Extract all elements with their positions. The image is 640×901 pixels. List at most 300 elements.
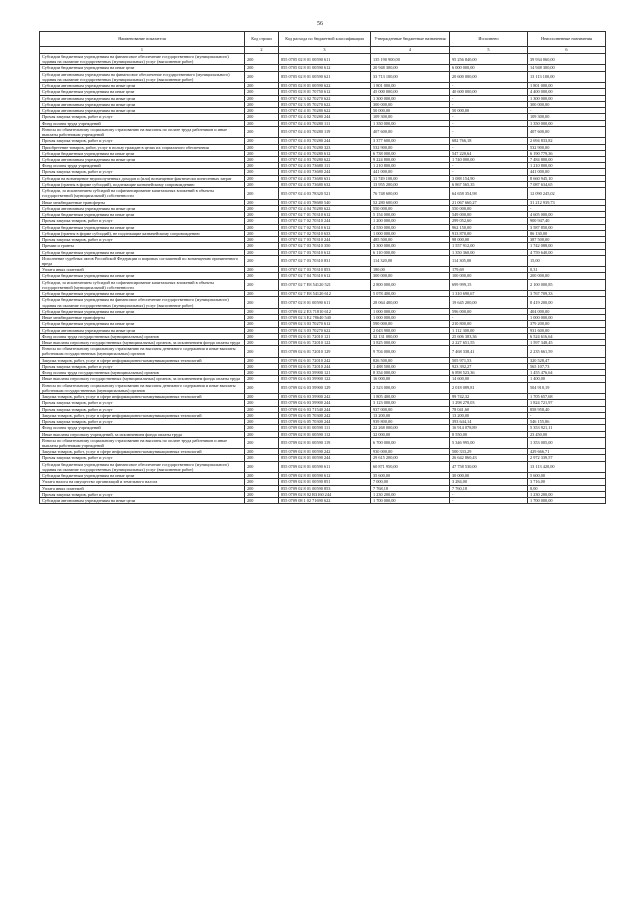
cell-approved: 3 123 000,00 (371, 400, 450, 406)
table-row (40, 188, 606, 199)
cell-executed: 50 000,00 (450, 108, 528, 114)
cell-classification-code: 855 0707 02 4 01 70280 622 (279, 108, 371, 114)
cell-approved: 1 210 800,00 (371, 163, 450, 169)
cell-indicator-name: Фонд оплаты труда учреждений (40, 425, 245, 431)
cell-approved: 1 488 500,00 (371, 363, 450, 369)
cell-classification-code: 855 0707 02 7 03 70310 244 (279, 237, 371, 243)
cell-unexecuted: 546 155,86 (528, 419, 606, 425)
column-numbers-row (40, 47, 606, 54)
cell-classification-code: 855 0709 02 6 03 59900 244 (279, 400, 371, 406)
cell-executed: 26 642 860,43 (450, 455, 528, 461)
cell-unexecuted: 300 000,00 (528, 101, 606, 107)
cell-line-code: 200 (245, 491, 279, 497)
cell-classification-code: 855 0707 02 4 03 73680 631 (279, 175, 371, 181)
cell-unexecuted: - (528, 108, 606, 114)
cell-executed: - (450, 491, 528, 497)
cell-classification-code: 855 0707 02 7 04 70310 612 (279, 273, 371, 279)
cell-approved: 16 000,00 (371, 376, 450, 382)
cell-line-code: 200 (245, 340, 279, 346)
cell-unexecuted: 0,31 (528, 267, 606, 273)
cell-unexecuted: 320 528,47 (528, 357, 606, 363)
cell-unexecuted: 4 605 000,00 (528, 212, 606, 218)
cell-approved: 114 320,00 (371, 255, 450, 266)
cell-indicator-name: Субсидии бюджетным учреждениям на иные цели (40, 65, 245, 71)
cell-classification-code: 855 0709 02 2 E3 71810 612 (279, 308, 371, 314)
cell-executed: 5 346 995,00 (450, 437, 528, 448)
cell-classification-code: 855 0707 02 4 03 78320 521 (279, 188, 371, 199)
cell-classification-code: 855 0709 02 6 05 70300 242 (279, 412, 371, 418)
cell-executed: - (450, 126, 528, 137)
cell-indicator-name: Закупка товаров, работ, услуг в сфере информационно-коммуникационных технологий (40, 412, 245, 418)
cell-indicator-name: Прочая закупка товаров, работ и услуг (40, 400, 245, 406)
cell-executed: 16 914 078,89 (450, 425, 528, 431)
cell-indicator-name: Субсидии бюджетным учреждениям на иные цели (40, 249, 245, 255)
cell-executed: 7 760,18 (450, 485, 528, 491)
cell-approved: 45 000 000,00 (371, 89, 450, 95)
cell-classification-code: 855 0709 02 6 03 59900 242 (279, 394, 371, 400)
cell-indicator-name: Субсидии бюджетным учреждениям на финансовое обеспечение государственного (муниципального) задания на оказание государственных (муниципальных) услуг (выполнение работ) (40, 54, 245, 65)
cell-executed: 19 645 200,00 (450, 297, 528, 308)
cell-executed: 299 052,60 (450, 218, 528, 224)
cell-unexecuted: 1 455 476,64 (528, 370, 606, 376)
cell-executed: 923 392,27 (450, 363, 528, 369)
cell-line-code: 200 (245, 449, 279, 455)
cell-indicator-name: Субсидии бюджетным учреждениям на финансовое обеспечение государственного (муниципального) задания на оказание государственных (муниципальных) услуг (выполнение работ) (40, 297, 245, 308)
cell-executed: 3 088 154,90 (450, 175, 528, 181)
cell-unexecuted: 12 090 245,02 (528, 188, 606, 199)
cell-classification-code: 855 0707 02 4 03 73680 244 (279, 169, 371, 175)
cell-approved: 11 749 100,00 (371, 175, 450, 181)
cell-approved: 20 948 300,00 (371, 65, 450, 71)
header-indicator-name: Наименование показателя (40, 32, 245, 47)
cell-indicator-name: Прочая закупка товаров, работ и услуг (40, 218, 245, 224)
cell-classification-code: 855 0707 02 7 03 70310 831 (279, 255, 371, 266)
cell-indicator-name: Приобретение товаров, работ, услуг в пользу граждан в целях их социального обеспечения (40, 144, 245, 150)
cell-indicator-name: Фонд оплаты труда учреждений (40, 120, 245, 126)
cell-executed: 99 742,32 (450, 394, 528, 400)
cell-classification-code: 855 0705 02 8 01 00590 611 (279, 54, 371, 65)
cell-classification-code: 855 0707 02 4 03 73680 111 (279, 163, 371, 169)
column-number: 3 (279, 47, 371, 54)
cell-indicator-name: Субсидии бюджетным учреждениям на иные цели (40, 150, 245, 156)
cell-unexecuted: 1 700 000,00 (528, 498, 606, 504)
cell-classification-code: 855 0709 02 3 03 70270 622 (279, 327, 371, 333)
cell-indicator-name: Прочая закупка товаров, работ и услуг (40, 169, 245, 175)
column-number: 4 (371, 47, 450, 54)
cell-unexecuted: 2 235 661,59 (528, 346, 606, 357)
cell-line-code: 200 (245, 89, 279, 95)
cell-executed: - (450, 315, 528, 321)
cell-executed: 1 740 000,00 (450, 156, 528, 162)
cell-indicator-name: Субсидии бюджетным учреждениям на иные цели (40, 212, 245, 218)
cell-executed: 40 600 000,00 (450, 89, 528, 95)
cell-line-code: 200 (245, 297, 279, 308)
cell-unexecuted: 15,00 (528, 255, 606, 266)
cell-indicator-name: Субсидии бюджетным учреждениям на иные цели (40, 291, 245, 297)
cell-line-code: 200 (245, 308, 279, 314)
cell-executed: 25 606 383,36 (450, 333, 528, 339)
cell-indicator-name: Исполнение судебных актов Российской Федерации и мировых соглашений по возмещению причиненного вреда (40, 255, 245, 266)
cell-executed: 549 000,00 (450, 212, 528, 218)
cell-classification-code: 855 0709 02 8 01 00590 612 (279, 473, 371, 479)
cell-unexecuted: 404 000,00 (528, 308, 606, 314)
cell-line-code: 200 (245, 138, 279, 144)
cell-indicator-name: Прочая закупка товаров, работ и услуг (40, 491, 245, 497)
cell-classification-code: 855 0709 02 6 03 59900 129 (279, 382, 371, 393)
cell-executed: 550 000,00 (450, 205, 528, 211)
cell-executed: 8 550,00 (450, 431, 528, 437)
cell-unexecuted: 23 450,00 (528, 431, 606, 437)
cell-indicator-name: Субсидии автономным учреждениям на иные цели (40, 498, 245, 504)
cell-indicator-name: Взносы по обязательному социальному страхованию на выплаты денежного содержания и иные выплаты работникам государственных (муниципальных) органов (40, 346, 245, 357)
cell-indicator-name: Субсидии, за исключением субсидий на софинансирование капитальных вложений в объекты государственной (муниципальной) собственности (40, 279, 245, 290)
cell-classification-code: 855 0707 02 7 03 70310 853 (279, 267, 371, 273)
cell-unexecuted: 1 300 000,00 (528, 95, 606, 101)
cell-indicator-name: Уплата иных платежей (40, 485, 245, 491)
cell-executed: 962 150,00 (450, 224, 528, 230)
table-row (40, 498, 606, 504)
cell-line-code: 200 (245, 346, 279, 357)
header-line-code: Код строки (245, 32, 279, 47)
cell-unexecuted: 1 000 000,00 (528, 315, 606, 321)
cell-unexecuted: 3 716,00 (528, 479, 606, 485)
cell-approved: 135 190 900,00 (371, 54, 450, 65)
cell-classification-code: 855 0707 02 4 03 73680 632 (279, 181, 371, 187)
cell-unexecuted: 1 210 800,00 (528, 163, 606, 169)
cell-indicator-name: Прочая закупка товаров, работ и услуг (40, 138, 245, 144)
cell-executed: 1 298 278,03 (450, 400, 528, 406)
cell-line-code: 200 (245, 485, 279, 491)
cell-classification-code: 855 0709 02 6 03 71540 244 (279, 406, 371, 412)
cell-classification-code: 855 0709 02 8 01 00590 853 (279, 485, 371, 491)
cell-unexecuted: 5 353 921,11 (528, 425, 606, 431)
cell-approved: 4 550 000,00 (371, 224, 450, 230)
cell-executed: 1 112 300,00 (450, 327, 528, 333)
cell-unexecuted: 13 113 100,00 (528, 71, 606, 82)
table-row (40, 461, 606, 472)
cell-line-code: 200 (245, 212, 279, 218)
cell-unexecuted: 1 705 657,68 (528, 394, 606, 400)
cell-executed: - (450, 169, 528, 175)
cell-unexecuted: 1 350 000,00 (528, 120, 606, 126)
cell-approved: 1 805 400,00 (371, 394, 450, 400)
cell-indicator-name: Взносы по обязательному социальному страхованию на выплаты денежного содержания и иные выплаты работникам государственных (муниципальных) органов (40, 382, 245, 393)
cell-classification-code: 855 0709 02 8 01 00590 112 (279, 431, 371, 437)
cell-executed: 547 220,64 (450, 150, 528, 156)
cell-classification-code: 855 0707 02 4 04 70280 622 (279, 205, 371, 211)
cell-line-code: 200 (245, 273, 279, 279)
cell-unexecuted: - (528, 205, 606, 211)
cell-executed: 98 000,00 (450, 237, 528, 243)
cell-indicator-name: Фонд оплаты труда государственных (муниципальных) органов (40, 333, 245, 339)
cell-approved: 1 350 000,00 (371, 120, 450, 126)
cell-classification-code: 855 0709 02 8 01 00590 119 (279, 437, 371, 448)
cell-unexecuted: 1 353 005,00 (528, 437, 606, 448)
cell-indicator-name: Субсидии, за исключением субсидий на софинансирование капитальных вложений в объекты государственной (муниципальной) собственности (40, 188, 245, 199)
cell-line-code: 200 (245, 498, 279, 504)
cell-line-code: 200 (245, 101, 279, 107)
cell-line-code: 200 (245, 357, 279, 363)
column-number: 1 (40, 47, 245, 54)
cell-classification-code: 855 0707 02 7 E8 54120 612 (279, 291, 371, 297)
cell-unexecuted: 7 484 800,00 (528, 156, 606, 162)
cell-executed: 699 999,15 (450, 279, 528, 290)
cell-approved: 60 871 950,00 (371, 461, 450, 472)
cell-line-code: 200 (245, 419, 279, 425)
table-row (40, 126, 606, 137)
budget-execution-table (39, 31, 606, 504)
cell-line-code: 200 (245, 437, 279, 448)
cell-indicator-name: Фонд оплаты труда учреждений (40, 163, 245, 169)
cell-executed: 21 067 660,27 (450, 199, 528, 205)
cell-classification-code: 855 0707 02 7 02 70310 612 (279, 224, 371, 230)
cell-classification-code: 855 0709 02 6 03 59900 122 (279, 376, 371, 382)
header-unexecuted-appropriations: Неисполненные назначения (528, 32, 606, 47)
cell-classification-code: 855 0707 02 7 01 70310 612 (279, 212, 371, 218)
cell-line-code: 200 (245, 95, 279, 101)
cell-unexecuted: 39 934 060,00 (528, 54, 606, 65)
cell-unexecuted: 900 947,40 (528, 218, 606, 224)
table-row (40, 279, 606, 290)
cell-classification-code: 855 0705 02 8 01 70750 612 (279, 89, 371, 95)
cell-approved: 32 000,00 (371, 431, 450, 437)
cell-line-code: 200 (245, 243, 279, 249)
cell-line-code: 200 (245, 376, 279, 382)
cell-classification-code: 855 0707 02 4 03 70280 622 (279, 156, 371, 162)
cell-approved: 1 230 200,00 (371, 491, 450, 497)
cell-line-code: 200 (245, 163, 279, 169)
cell-approved: 28 064 400,00 (371, 297, 450, 308)
cell-line-code: 200 (245, 224, 279, 230)
cell-executed: 95 256 840,00 (450, 54, 528, 65)
cell-approved: 50 000,00 (371, 108, 450, 114)
cell-executed: 13 200,00 (450, 412, 528, 418)
cell-classification-code: 855 0709 02 3 03 70270 612 (279, 321, 371, 327)
column-number: 6 (528, 47, 606, 54)
cell-indicator-name: Субсидии автономным учреждениям на финансовое обеспечение государственного (муниципального) задания на оказание государственных (муниципальных) услуг (выполнение работ) (40, 71, 245, 82)
cell-unexecuted: 86 130,00 (528, 230, 606, 236)
cell-executed: 100 000,00 (450, 273, 528, 279)
cell-executed: 913 870,00 (450, 230, 528, 236)
cell-line-code: 200 (245, 455, 279, 461)
cell-indicator-name: Субсидии бюджетным учреждениям на иные цели (40, 224, 245, 230)
cell-approved: 1 700 000,00 (371, 498, 450, 504)
cell-line-code: 200 (245, 267, 279, 273)
cell-line-code: 200 (245, 71, 279, 82)
cell-indicator-name: Иные выплаты персоналу государственных (муниципальных) органов, за исключением фонда оплаты труда (40, 340, 245, 346)
cell-indicator-name: Прочая закупка товаров, работ и услуг (40, 419, 245, 425)
cell-line-code: 200 (245, 169, 279, 175)
cell-line-code: 200 (245, 144, 279, 150)
column-number: 5 (450, 47, 528, 54)
cell-unexecuted: 379 200,00 (528, 321, 606, 327)
cell-unexecuted: 14 948 300,00 (528, 65, 606, 71)
cell-line-code: 200 (245, 150, 279, 156)
cell-line-code: 200 (245, 315, 279, 321)
cell-executed: 2 227 651,55 (450, 340, 528, 346)
cell-line-code: 200 (245, 327, 279, 333)
cell-unexecuted: 532 900,00 (528, 144, 606, 150)
cell-unexecuted: 1 824 721,97 (528, 400, 606, 406)
column-number: 2 (245, 47, 279, 54)
cell-line-code: 200 (245, 291, 279, 297)
cell-classification-code: 855 0705 02 8 01 00590 621 (279, 71, 371, 82)
cell-indicator-name: Уплата налога на имущество организаций и земельного налога (40, 479, 245, 485)
cell-unexecuted: 109 300,00 (528, 114, 606, 120)
cell-unexecuted: 2 694 833,82 (528, 138, 606, 144)
cell-executed: - (450, 95, 528, 101)
cell-indicator-name: Субсидии бюджетным учреждениям на иные цели (40, 473, 245, 479)
cell-approved: 9 224 800,00 (371, 156, 450, 162)
cell-line-code: 200 (245, 175, 279, 181)
cell-line-code: 200 (245, 65, 279, 71)
cell-approved: 441 000,00 (371, 169, 450, 175)
cell-line-code: 200 (245, 394, 279, 400)
cell-unexecuted: 1 742 088,00 (528, 243, 606, 249)
cell-line-code: 200 (245, 431, 279, 437)
cell-executed: 64 658 354,98 (450, 188, 528, 199)
cell-unexecuted: 504 910,19 (528, 382, 606, 393)
page-number: 56 (317, 21, 323, 27)
cell-classification-code: 855 0707 02 7 02 70310 244 (279, 218, 371, 224)
cell-unexecuted: - (528, 412, 606, 418)
cell-indicator-name: Субсидии бюджетным учреждениям на финансовое обеспечение государственного (муниципального) задания на оказание государственных (муниципальных) услуг (выполнение работ) (40, 461, 245, 472)
cell-approved: 1 200 000,00 (371, 218, 450, 224)
cell-indicator-name: Субсидии автономным учреждениям на иные цели (40, 108, 245, 114)
cell-classification-code: 855 0709 02 8 01 00590 111 (279, 425, 371, 431)
cell-unexecuted: 441 000,00 (528, 169, 606, 175)
cell-approved: 3 300 000,00 (371, 243, 450, 249)
cell-classification-code: 855 0705 02 8 01 00590 612 (279, 65, 371, 71)
cell-unexecuted: 2 972 339,57 (528, 455, 606, 461)
cell-line-code: 200 (245, 425, 279, 431)
cell-approved: 5 078 400,00 (371, 291, 450, 297)
cell-indicator-name: Прочая закупка товаров, работ и услуг (40, 406, 245, 412)
cell-line-code: 200 (245, 279, 279, 290)
cell-classification-code: 855 0707 02 7 02 70310 633 (279, 230, 371, 236)
cell-classification-code: 855 0707 02 7 E8 54120 521 (279, 279, 371, 290)
cell-unexecuted: 407 600,00 (528, 126, 606, 137)
cell-executed: 6 867 565,35 (450, 181, 528, 187)
table-row (40, 437, 606, 448)
table-body (40, 54, 606, 504)
cell-line-code: 200 (245, 473, 279, 479)
cell-approved: 109 300,00 (371, 114, 450, 120)
cell-executed: - (450, 498, 528, 504)
cell-approved: 35 600,00 (371, 473, 450, 479)
cell-indicator-name: Иные межбюджетные трансферты (40, 199, 245, 205)
cell-approved: 1 801 000,00 (371, 83, 450, 89)
cell-unexecuted: 1 230 200,00 (528, 491, 606, 497)
cell-unexecuted: 3 587 850,00 (528, 224, 606, 230)
cell-classification-code: 855 0709 02 6 05 70300 244 (279, 419, 371, 425)
cell-unexecuted: 1 801 000,00 (528, 83, 606, 89)
cell-executed: 210 800,00 (450, 321, 528, 327)
cell-indicator-name: Субсидии (гранты в форме субсидий), подлежащие казначейскому сопровождению (40, 181, 245, 187)
cell-approved: 300 000,00 (371, 273, 450, 279)
cell-line-code: 200 (245, 126, 279, 137)
cell-executed: 47 758 530,00 (450, 461, 528, 472)
cell-executed: 7 468 338,41 (450, 346, 528, 357)
cell-classification-code: 855 0707 02 3 05 70270 622 (279, 101, 371, 107)
cell-executed: 1 310 690,67 (450, 291, 528, 297)
cell-line-code: 200 (245, 114, 279, 120)
cell-unexecuted: 200 000,00 (528, 273, 606, 279)
cell-approved: 485 500,00 (371, 237, 450, 243)
cell-indicator-name: Иные выплаты персоналу учреждений, за исключением фонда оплаты труда (40, 431, 245, 437)
cell-executed: 6 898 523,36 (450, 370, 528, 376)
cell-classification-code: 855 0709 02 6 03 59900 121 (279, 370, 371, 376)
cell-executed: - (450, 144, 528, 150)
table-row (40, 297, 606, 308)
cell-approved: 6 700 000,00 (371, 437, 450, 448)
cell-line-code: 200 (245, 249, 279, 255)
cell-classification-code: 855 0707 02 4 02 70280 244 (279, 114, 371, 120)
cell-indicator-name: Иные межбюджетные трансферты (40, 315, 245, 321)
table-row (40, 71, 606, 82)
cell-classification-code: 855 0707 02 8 01 00590 611 (279, 297, 371, 308)
cell-line-code: 200 (245, 205, 279, 211)
header-executed: Исполнено (450, 32, 528, 47)
cell-approved: 6 110 000,00 (371, 249, 450, 255)
cell-indicator-name: Субсидии бюджетным учреждениям на иные цели (40, 308, 245, 314)
cell-line-code: 200 (245, 412, 279, 418)
cell-indicator-name: Субсидии автономным учреждениям на иные цели (40, 83, 245, 89)
cell-classification-code: 855 0709 02 6 01 72010 129 (279, 346, 371, 357)
cell-line-code: 200 (245, 83, 279, 89)
cell-approved: 9 704 000,00 (371, 346, 450, 357)
cell-unexecuted: 429 666,71 (528, 449, 606, 455)
cell-line-code: 200 (245, 237, 279, 243)
cell-approved: 13 200,00 (371, 412, 450, 418)
cell-unexecuted: 6 524 616,64 (528, 333, 606, 339)
cell-approved: 2 800 000,00 (371, 279, 450, 290)
cell-approved: 52 280 600,00 (371, 199, 450, 205)
cell-approved: 937 000,00 (371, 406, 450, 412)
cell-line-code: 200 (245, 370, 279, 376)
cell-line-code: 200 (245, 218, 279, 224)
cell-classification-code: 855 0707 02 4 03 70280 111 (279, 120, 371, 126)
cell-indicator-name: Прочая закупка товаров, работ и услуг (40, 237, 245, 243)
cell-executed: 505 971,53 (450, 357, 528, 363)
cell-approved: 1 000 000,00 (371, 308, 450, 314)
cell-unexecuted: 8 660 945,10 (528, 175, 606, 181)
cell-executed: 20 600 000,00 (450, 71, 528, 82)
cell-classification-code: 855 0707 02 3 02 70270 622 (279, 95, 371, 101)
cell-line-code: 200 (245, 363, 279, 369)
cell-executed: 179,69 (450, 267, 528, 273)
cell-indicator-name: Субсидии автономным учреждениям на иные цели (40, 101, 245, 107)
cell-indicator-name: Уплата иных платежей (40, 267, 245, 273)
cell-indicator-name: Субсидии бюджетным учреждениям на иные цели (40, 89, 245, 95)
cell-classification-code: 855 0707 02 4 03 70280 119 (279, 126, 371, 137)
cell-unexecuted: 2 100 000,85 (528, 279, 606, 290)
cell-indicator-name: Иные выплаты персоналу государственных (муниципальных) органов, за исключением фонда оплаты труда (40, 376, 245, 382)
cell-unexecuted: 5 600,00 (528, 473, 606, 479)
cell-classification-code: 855 0709 02 6 01 72010 242 (279, 357, 371, 363)
cell-indicator-name: Прочая закупка товаров, работ и услуг (40, 363, 245, 369)
cell-approved: 550 000,00 (371, 205, 450, 211)
cell-executed: - (450, 83, 528, 89)
cell-approved: 8 354 000,00 (371, 370, 450, 376)
cell-approved: 590 000,00 (371, 321, 450, 327)
cell-executed: 500 333,29 (450, 449, 528, 455)
cell-unexecuted: 8 419 200,00 (528, 297, 606, 308)
cell-approved: 826 500,00 (371, 357, 450, 363)
cell-classification-code: 855 0707 02 4 03 70280 612 (279, 150, 371, 156)
cell-approved: 29 615 200,00 (371, 455, 450, 461)
cell-classification-code: 855 0707 02 4 03 70280 244 (279, 138, 371, 144)
